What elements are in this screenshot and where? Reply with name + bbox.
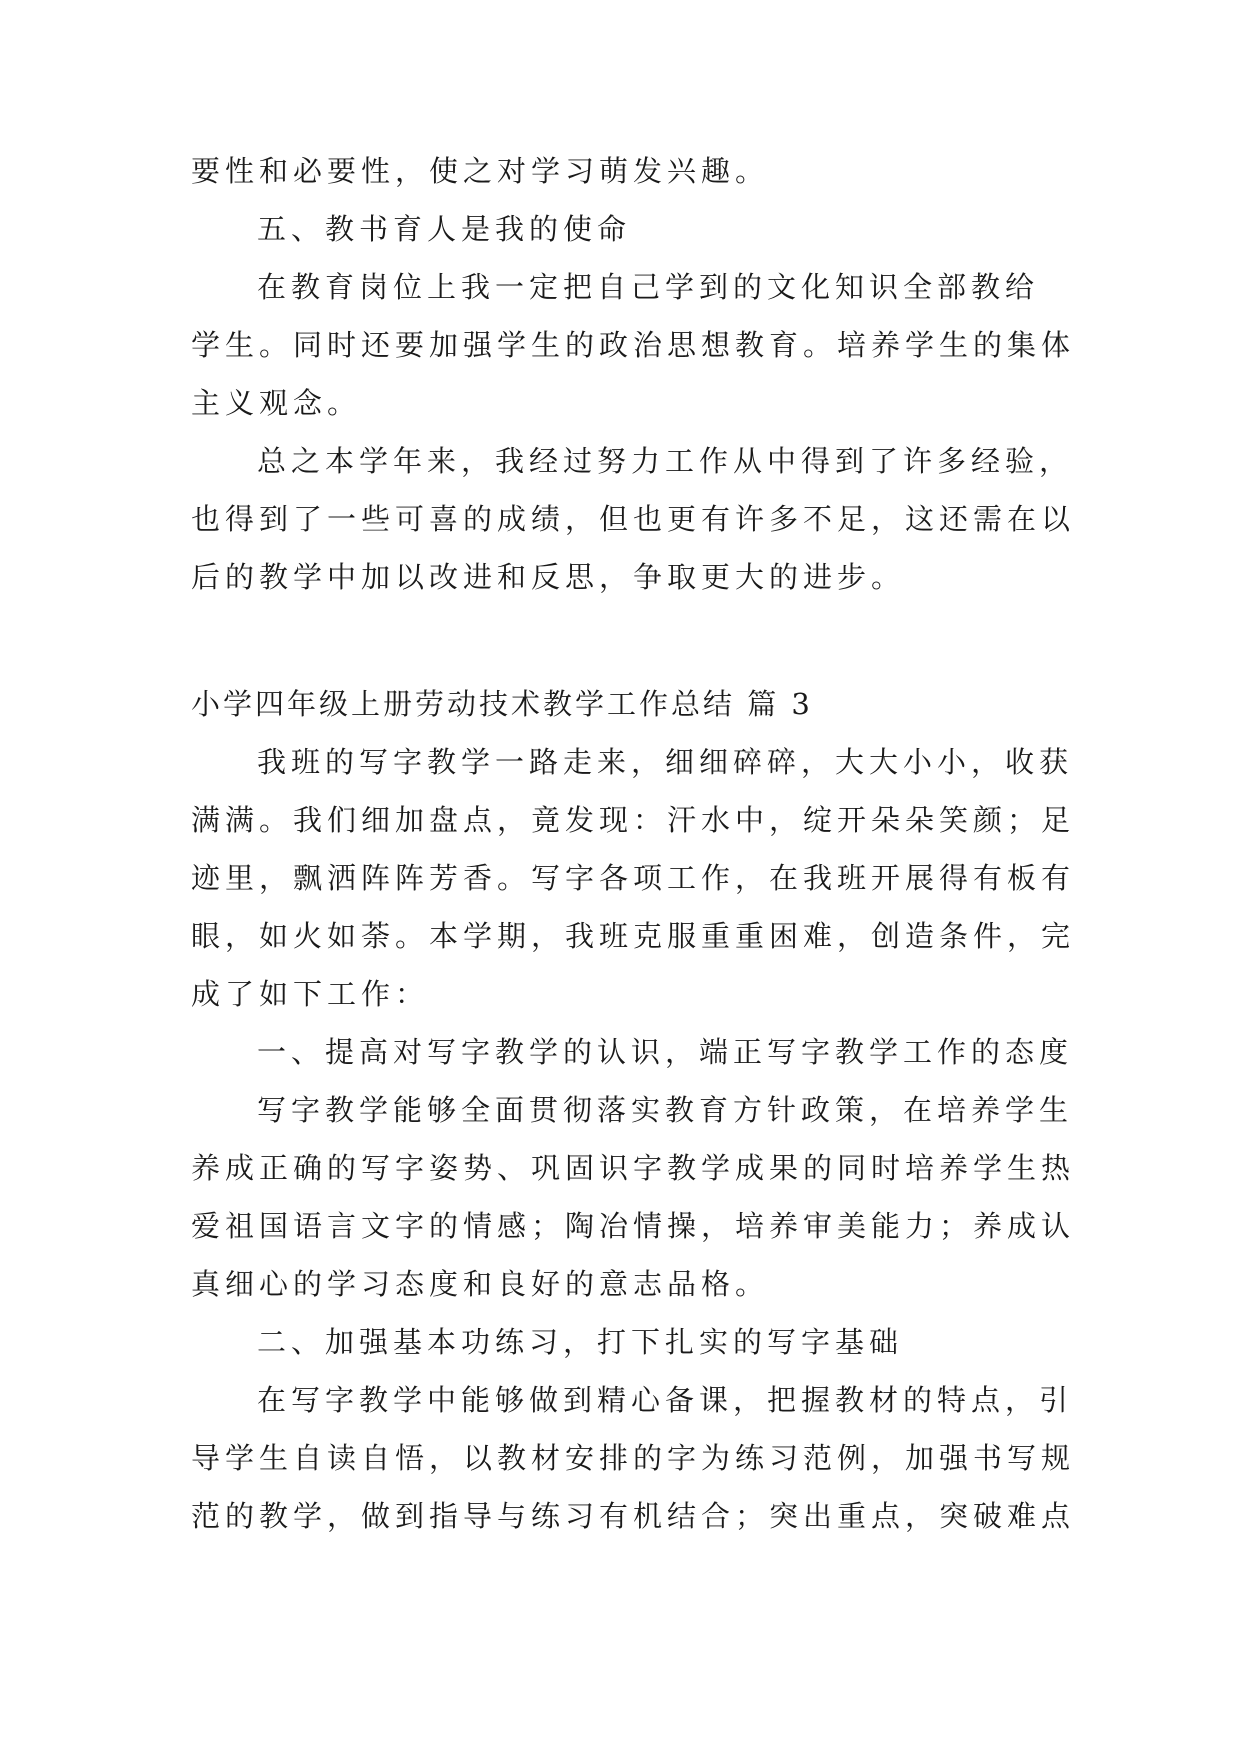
paragraph-line: 迹里，飘洒阵阵芳香。写字各项工作，在我班开展得有板有 — [191, 861, 1076, 895]
section-heading: 一、提高对写字教学的认识，端正写字教学工作的态度 — [257, 1035, 1074, 1069]
paragraph-line: 导学生自读自悟，以教材安排的字为练习范例，加强书写规 — [191, 1441, 1076, 1475]
paragraph-line: 后的教学中加以改进和反思，争取更大的进步。 — [191, 560, 906, 594]
paragraph-line: 成了如下工作： — [191, 977, 430, 1011]
paragraph-line: 学生。同时还要加强学生的政治思想教育。培养学生的集体 — [191, 328, 1076, 362]
paragraph-line: 我班的写字教学一路走来，细细碎碎，大大小小，收获 — [257, 745, 1074, 779]
section-heading: 五、教书育人是我的使命 — [257, 212, 632, 246]
paragraph-line: 养成正确的写字姿势、巩固识字教学成果的同时培养学生热 — [191, 1151, 1076, 1185]
paragraph-line: 在写字教学中能够做到精心备课，把握教材的特点，引 — [257, 1383, 1074, 1417]
paragraph-line: 写字教学能够全面贯彻落实教育方针政策，在培养学生 — [257, 1093, 1074, 1127]
section-heading: 二、加强基本功练习，打下扎实的写字基础 — [257, 1325, 904, 1359]
paragraph-line: 在教育岗位上我一定把自己学到的文化知识全部教给 — [257, 270, 1040, 304]
paragraph-line: 范的教学，做到指导与练习有机结合；突出重点，突破难点 — [191, 1499, 1076, 1533]
paragraph-line: 爱祖国语言文字的情感；陶冶情操，培养审美能力；养成认 — [191, 1209, 1076, 1243]
paragraph-line: 要性和必要性，使之对学习萌发兴趣。 — [191, 154, 770, 188]
paragraph-line: 真细心的学习态度和良好的意志品格。 — [191, 1267, 770, 1301]
paragraph-line: 眼，如火如荼。本学期，我班克服重重困难，创造条件，完 — [191, 919, 1076, 953]
paragraph-line: 也得到了一些可喜的成绩，但也更有许多不足，这还需在以 — [191, 502, 1076, 536]
paragraph-line: 主义观念。 — [191, 386, 362, 420]
paragraph-line: 满满。我们细加盘点，竟发现：汗水中，绽开朵朵笑颜；足 — [191, 803, 1076, 837]
article-title: 小学四年级上册劳动技术教学工作总结 篇 3 — [191, 687, 813, 721]
paragraph-line: 总之本学年来，我经过努力工作从中得到了许多经验， — [257, 444, 1074, 478]
